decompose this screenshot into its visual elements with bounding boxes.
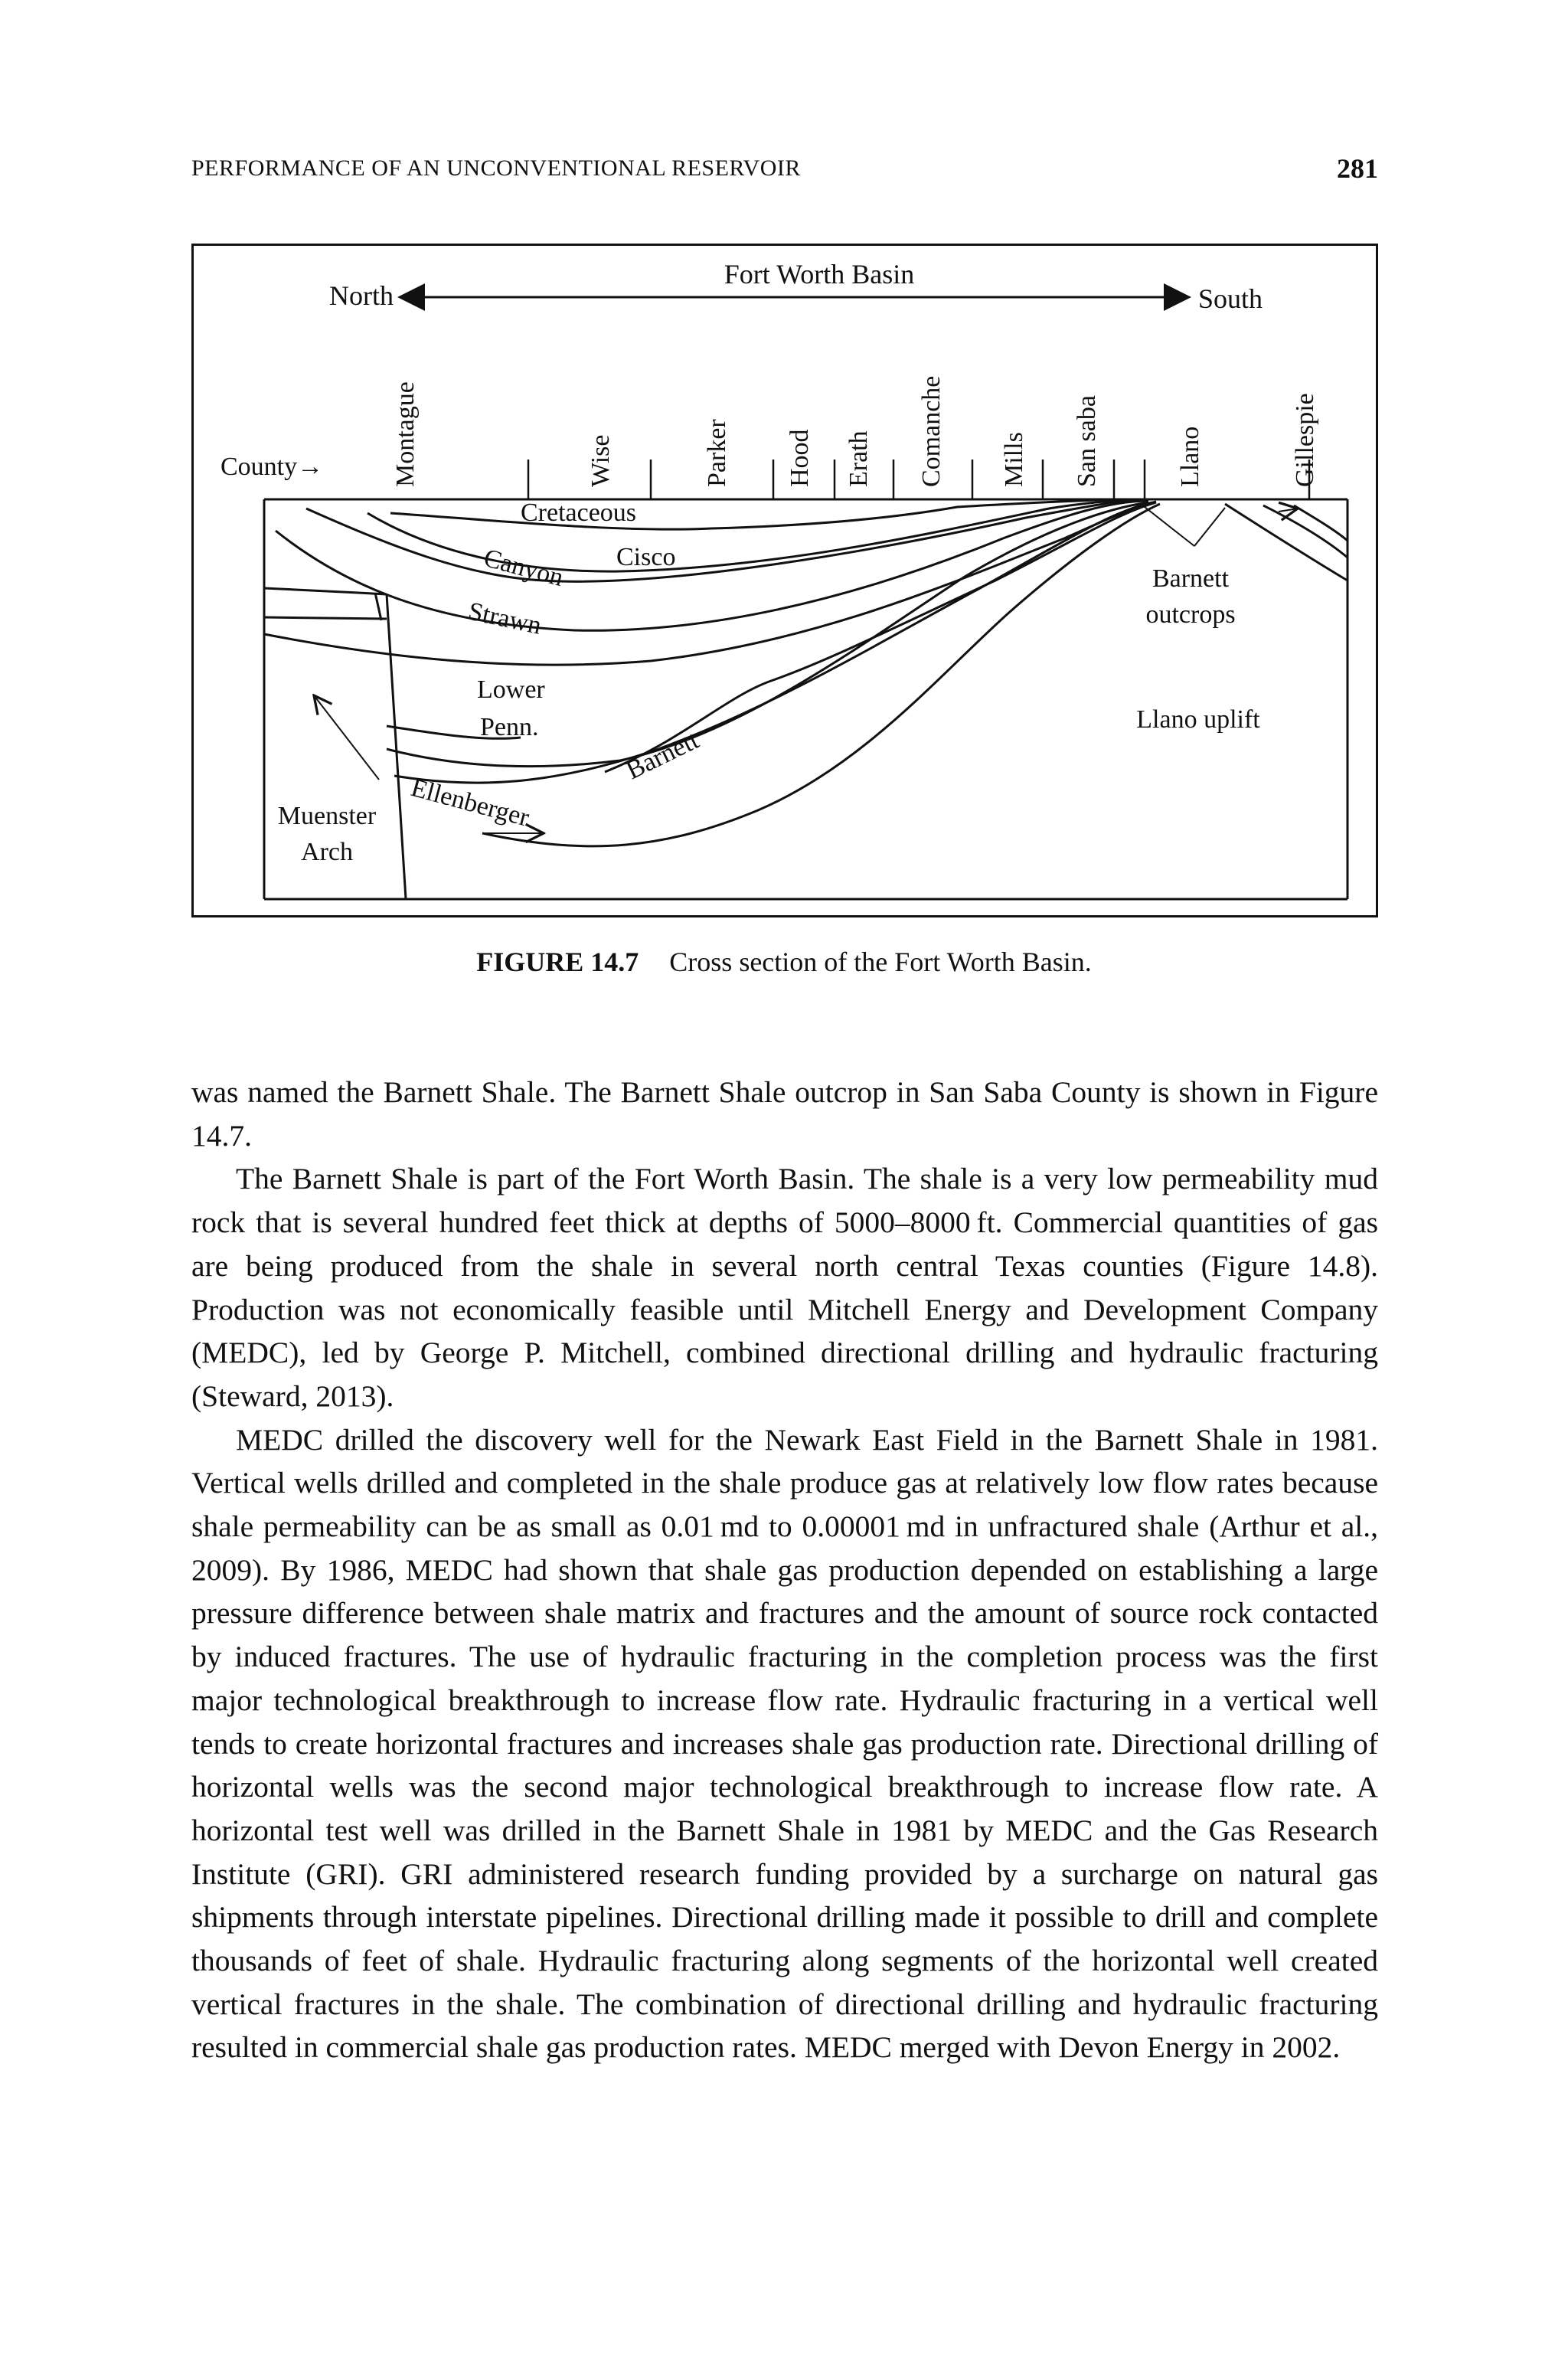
caption-text: Cross section of the Fort Worth Basin. [669,947,1092,977]
north-label: North [329,280,394,311]
page-number: 281 [1337,153,1378,184]
label-muenster-1: Muenster [277,802,377,830]
body-text [191,1071,1378,2069]
figure-cross-section [191,244,1378,917]
label-barnett-outcrops-1: Barnett [1152,564,1230,593]
county-parker: Parker [703,419,731,487]
south-label: South [1198,283,1263,314]
label-strawn: Strawn [466,597,544,640]
layer-boundaries [264,499,1348,899]
caption-label: FIGURE 14.7 [476,947,639,977]
county-san-saba: San saba [1073,395,1101,487]
feature-labels [278,564,1260,866]
paragraph-3: MEDC drilled the discovery well for the Newark East Field in the Barnett Shale in 1981. Vertical wells drilled and completed in the shale produce gas at relatively low flow rates because shale permeability can be as small as 0.01 md to 0.00001 md in unfractured shale (Arthur et al., 2009). By 1986, MEDC had shown that shale gas production depended on establishing a large pressure difference between shale matrix and fractures and the amount of source rock contacted by induced fractures. The use of hydraulic fracturing in the completion process was the first major technological breakthrough to increase flow rate. Hydraulic fracturing in a vertical well tends to create horizontal fractures and increases shale gas production rate. Directional drilling of horizontal wells was the second major technological breakthrough to increase flow rate. A horizontal test well was drilled in the Barnett Shale in 1981 by MEDC and the Gas Research Institute (GRI). GRI administered research funding provided by a surcharge on natural gas shipments through interstate pipelines. Directional drilling made it possible to drill and complete thousands of feet of shale. Hydraulic fracturing along segments of the horizontal well created vertical fractures in the shale. The combination of directional drilling and hydraulic fracturing resulted in commercial shale gas production rates. MEDC merged with Devon Energy in 2002. [191,1422,1378,2065]
county-names [391,376,1319,487]
county-mills: Mills [1000,432,1028,487]
county-label: County→ [220,453,324,481]
paragraph-1: was named the Barnett Shale. The Barnett Shale outcrop in San Saba County is shown in Figure 14.7. [191,1075,1378,1153]
label-cretaceous: Cretaceous [521,499,637,527]
paragraph-2: The Barnett Shale is part of the Fort Worth Basin. The shale is a very low permeability mud rock that is several hundred feet thick at depths of 5000–8000 ft. Commercial quantities of gas are being produced from the shale in several north central Texas counties (Figure 14.8). Production was not economically feasible until Mitchell Energy and Development Company (MEDC), led by George P. Mitchell, combined directional drilling and hydraulic fracturing (Steward, 2013). [191,1162,1378,1413]
label-barnett-outcrops-2: outcrops [1145,600,1236,629]
county-montague: Montague [391,381,420,487]
running-head-title: PERFORMANCE OF AN UNCONVENTIONAL RESERVOIR [191,155,801,181]
label-muenster-2: Arch [301,838,353,866]
label-cisco: Cisco [616,543,676,571]
label-ellenberger: Ellenberger [407,773,533,832]
label-barnett: Barnett [622,726,704,786]
label-llano-uplift: Llano uplift [1136,705,1260,734]
county-wise: Wise [586,434,615,487]
county-comanche: Comanche [917,375,946,487]
label-canyon: Canyon [480,543,567,593]
label-lower-penn-2: Penn. [480,713,539,741]
county-erath: Erath [844,430,873,487]
county-gillespie: Gillespie [1291,393,1319,487]
county-llano: Llano [1176,426,1204,487]
figure-caption [0,946,1568,978]
muenster-pointer [314,695,379,780]
basin-title: Fort Worth Basin [724,259,915,289]
label-lower-penn-1: Lower [477,675,545,704]
county-hood: Hood [786,429,814,487]
running-head [191,155,1378,191]
